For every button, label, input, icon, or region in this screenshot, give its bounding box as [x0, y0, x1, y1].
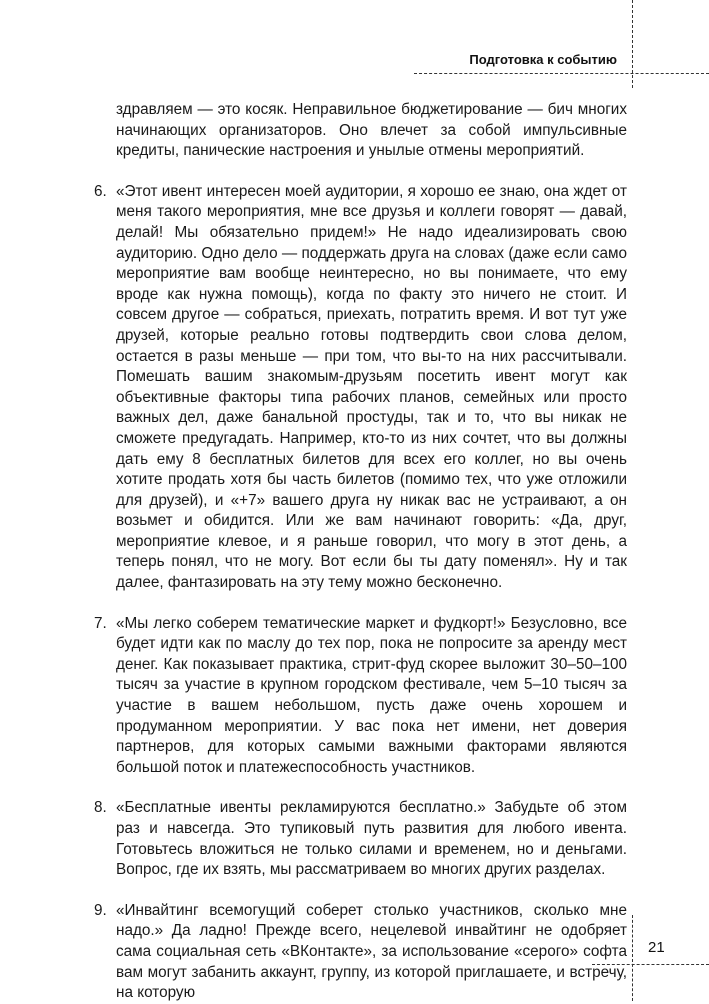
list-item	[94, 901, 627, 1004]
list-item-text: «Этот ивент интересен моей аудитории, я хорошо ее знаю, она ждет от меня такого мероприятия, мне все друзья и коллеги говорят — давай, делай! Мы обязательно придем!» Не надо идеализировать свою аудиторию. Одно дело — поддержать друга на словах (даже если само мероприятие вам вообще неинтересно, но вы понимаете, что ему вроде как нужна помощь), когда по факту это ничего не стоит. И совсем другое — собраться, приехать, потратить время. И вот тут уже друзей, которые реально готовы подтвердить свои слова делом, остается в разы меньше — при том, что вы-то на них рассчитывали. Помешать вашим знакомым-друзьям посетить ивент могут как объективные факторы типа рабочих планов, семейных или просто важных дел, даже банальной простуды, так и то, что вы никак не сможете предугадать. Например, кто-то из них сочтет, что вы должны дать ему 8 бесплатных билетов для всех его коллег, но вы очень хотите продать хотя бы часть билетов (помимо тех, что уже отложили для друзей), и «+7» вашего друга ну никак вас не устраивают, а он возьмет и обидится. Или же вам начинают говорить: «Да, друг, мероприятие клевое, и я раньше говорил, что могу в этот день, а теперь понял, что не могу. Вот если бы ты дату поменял». Ну и так далее, фантазировать на эту тему можно бесконечно.	[116, 182, 627, 592]
running-header-title: Подготовка к событию	[469, 52, 617, 67]
list-item-number: 8.	[94, 799, 107, 817]
list-item-number: 6.	[94, 182, 107, 200]
bottom-right-vertical-dashed-line	[632, 915, 633, 1001]
page-body	[94, 100, 627, 1004]
list-item-text: «Бесплатные ивенты рекламируются бесплатно.» Забудьте об этом раз и навсегда. Это тупиковый путь развития для любого ивента. Готовьтесь вложиться не только силами и временем, но и деньгами. Вопрос, где их взять, мы рассматриваем во многих других разделах.	[116, 799, 627, 879]
list-item	[94, 614, 627, 779]
header-dashed-line	[414, 73, 709, 74]
top-right-vertical-dashed-line	[632, 0, 633, 88]
numbered-list	[94, 182, 627, 1004]
list-item-text: «Инвайтинг всемогущий соберет столько участников, сколько мне надо.» Да ладно! Прежде всего, нецелевой инвайтинг не одобряет сама социальная сеть «ВКонтакте», за использование «серого» софта вам могут забанить аккаунт, группу, из которой приглашаете, и встречу, на которую	[116, 901, 627, 1002]
intro-paragraph: здравляем — это косяк. Неправильное бюджетирование — бич многих начинающих организаторов. Оно влечет за собой импульсивные кредиты, панические настроения и унылые отмены мероприятий.	[116, 101, 627, 160]
page-number: 21	[648, 939, 665, 956]
list-item-text: «Мы легко соберем тематические маркет и фудкорт!» Безусловно, все будет идти как по маслу до тех пор, пока не попросите за аренду мест денег. Как показывает практика, стрит-фуд скорее выложит 30–50–100 тысяч за участие в крупном городском фестивале, чем 5–10 тысяч за участие в вашем небольшом, пусть даже очень хорошем и продуманном мероприятии. У вас пока нет имени, нет доверия партнеров, для которых самыми важными факторами являются большой поток и платежеспособность участников.	[116, 614, 627, 776]
list-item-number: 9.	[94, 901, 107, 919]
list-item	[94, 798, 627, 880]
list-item-number: 7.	[94, 614, 107, 632]
list-item	[94, 182, 627, 594]
